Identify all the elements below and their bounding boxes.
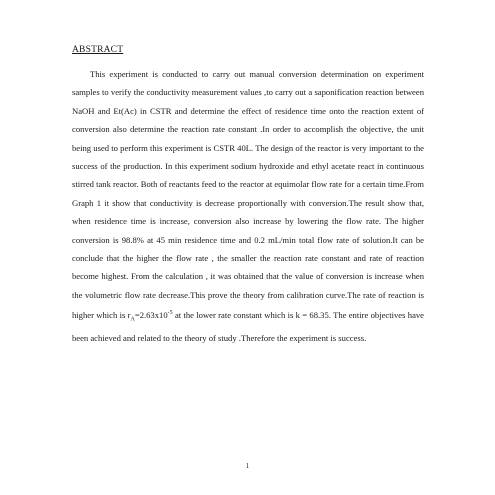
- abstract-heading: ABSTRACT: [72, 45, 124, 55]
- paragraph-text-main: This experiment is conducted to carry out manual conversion determination on experiment samples to verify the conductivity measurement values ,to carry out a saponification reaction between NaOH and Et(Ac) in CSTR and determine the effect of residence time onto the reaction extent of conversion also determine the reaction rate constant .In order to accomplish the objective, the unit being used to perform this experiment is CSTR 40L. The design of the reactor is very important to the success of the production. In this experiment sodium hydroxide and ethyl acetate react in continuous stirred tank reactor. Both of reactants feed to the reactor at equimolar flow rate for a certain time.From Graph 1 it show that conductivity is decrease proportionally with conversion.The result show that, when residence time is increase, conversion also increase by lowering the flow rate. The higher conversion is 98.8% at 45 min residence time and 0.2 mL/min total flow rate of solution.It can be conclude that the higher the flow rate , the smaller the reaction rate constant and rate of reaction become highest. From the calculation , it was obtained that the value of conversion is increase when the volumetric flow rate decrease.This prove the theory from calibration curve.The rate of reaction is higher which is r: [72, 69, 424, 321]
- abstract-paragraph: [72, 65, 424, 348]
- page-number: 1: [245, 462, 250, 470]
- paragraph-text-rate-value: =2.63x10: [134, 310, 168, 321]
- exponent-superscript: -5: [167, 310, 173, 317]
- paragraph-text-end: at the lower rate constant which is k = 68.35. The entire objectives have been achieved and related to the theory of study .Therefore the experiment is success.: [72, 310, 424, 344]
- rate-subscript: A: [130, 316, 135, 323]
